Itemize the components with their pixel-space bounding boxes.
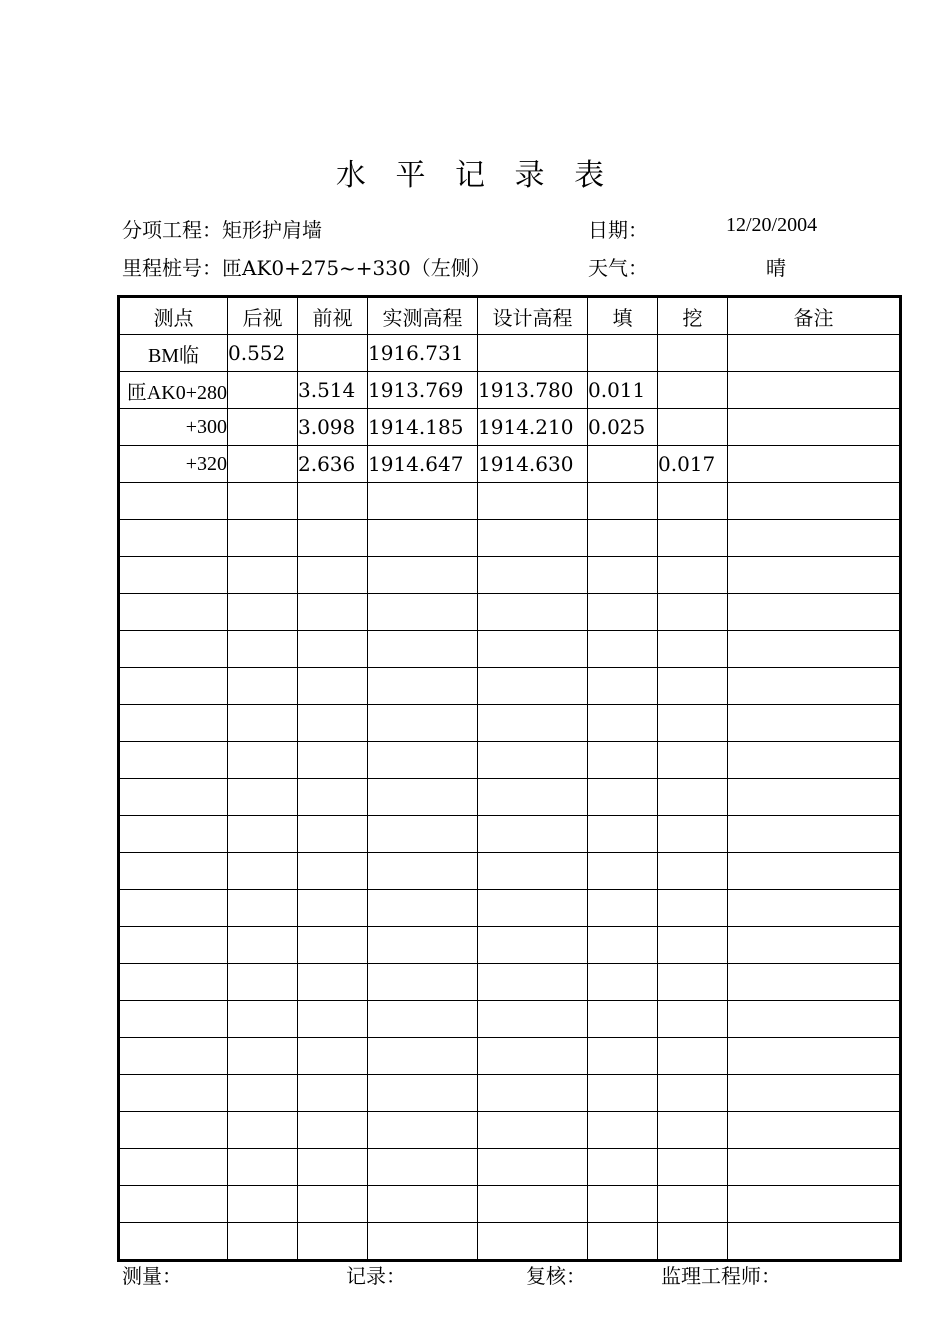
table-row xyxy=(119,446,901,483)
empty-cell xyxy=(658,594,728,631)
empty-cell xyxy=(368,779,478,816)
cell-measured-elevation: 1914.185 xyxy=(368,409,478,446)
empty-cell xyxy=(728,816,901,853)
empty-cell xyxy=(478,483,588,520)
empty-cell xyxy=(298,1038,368,1075)
empty-cell xyxy=(478,964,588,1001)
empty-cell xyxy=(588,1038,658,1075)
empty-cell xyxy=(728,1112,901,1149)
empty-cell xyxy=(478,1186,588,1223)
empty-cell xyxy=(658,1223,728,1261)
cell-foresight xyxy=(298,335,368,372)
empty-cell xyxy=(728,520,901,557)
empty-cell xyxy=(658,964,728,1001)
empty-cell xyxy=(298,1186,368,1223)
empty-cell xyxy=(119,779,228,816)
empty-cell xyxy=(478,779,588,816)
empty-cell xyxy=(658,1001,728,1038)
empty-cell xyxy=(478,1001,588,1038)
empty-cell xyxy=(728,1186,901,1223)
empty-cell xyxy=(228,557,298,594)
empty-cell xyxy=(368,1223,478,1261)
empty-cell xyxy=(119,557,228,594)
supervisor-label: 监理工程师： xyxy=(661,1264,781,1288)
empty-cell xyxy=(368,705,478,742)
empty-cell xyxy=(228,1075,298,1112)
table-row xyxy=(119,409,901,446)
empty-cell xyxy=(368,816,478,853)
empty-cell xyxy=(728,964,901,1001)
empty-table-row xyxy=(119,668,901,705)
empty-cell xyxy=(228,1223,298,1261)
empty-cell xyxy=(119,705,228,742)
date-label: 日期： xyxy=(588,218,648,242)
cell-backsight xyxy=(228,409,298,446)
empty-cell xyxy=(368,483,478,520)
empty-cell xyxy=(588,631,658,668)
empty-cell xyxy=(658,1038,728,1075)
empty-cell xyxy=(728,668,901,705)
header-row xyxy=(119,297,901,335)
header-fill: 填 xyxy=(588,297,658,335)
cell-design-elevation: 1914.630 xyxy=(478,446,588,483)
empty-cell xyxy=(658,742,728,779)
empty-cell xyxy=(298,631,368,668)
empty-table-row xyxy=(119,1075,901,1112)
empty-cell xyxy=(728,1075,901,1112)
cell-cut: 0.017 xyxy=(658,446,728,483)
cell-fill xyxy=(588,446,658,483)
empty-cell xyxy=(119,890,228,927)
cell-foresight: 3.514 xyxy=(298,372,368,409)
empty-table-row xyxy=(119,594,901,631)
table-body xyxy=(119,335,901,1261)
cell-design-elevation xyxy=(478,335,588,372)
empty-cell xyxy=(298,964,368,1001)
survey-label: 测量： xyxy=(122,1264,182,1288)
empty-cell xyxy=(119,1149,228,1186)
empty-cell xyxy=(368,742,478,779)
empty-cell xyxy=(728,742,901,779)
cell-measured-elevation: 1916.731 xyxy=(368,335,478,372)
empty-cell xyxy=(119,483,228,520)
empty-cell xyxy=(228,890,298,927)
empty-cell xyxy=(298,927,368,964)
empty-cell xyxy=(478,557,588,594)
cell-design-elevation: 1913.780 xyxy=(478,372,588,409)
cell-remarks xyxy=(728,372,901,409)
project-field xyxy=(122,214,322,243)
cell-foresight: 2.636 xyxy=(298,446,368,483)
empty-table-row xyxy=(119,1001,901,1038)
cell-backsight xyxy=(228,446,298,483)
empty-cell xyxy=(228,1038,298,1075)
empty-cell xyxy=(728,631,901,668)
empty-cell xyxy=(588,1149,658,1186)
page-title: 水 平 记 录 表 xyxy=(335,158,615,193)
cell-remarks xyxy=(728,409,901,446)
empty-cell xyxy=(228,705,298,742)
empty-cell xyxy=(728,1001,901,1038)
empty-cell xyxy=(478,927,588,964)
empty-cell xyxy=(228,853,298,890)
empty-cell xyxy=(298,520,368,557)
empty-cell xyxy=(478,668,588,705)
empty-cell xyxy=(368,557,478,594)
empty-cell xyxy=(228,1112,298,1149)
empty-cell xyxy=(228,1149,298,1186)
empty-cell xyxy=(298,890,368,927)
empty-cell xyxy=(368,890,478,927)
empty-cell xyxy=(298,779,368,816)
empty-cell xyxy=(478,853,588,890)
empty-cell xyxy=(298,853,368,890)
empty-cell xyxy=(658,1186,728,1223)
empty-cell xyxy=(368,1186,478,1223)
cell-station: BM临 xyxy=(119,335,228,372)
empty-cell xyxy=(119,1112,228,1149)
empty-cell xyxy=(478,742,588,779)
empty-cell xyxy=(728,557,901,594)
empty-cell xyxy=(298,705,368,742)
empty-cell xyxy=(728,594,901,631)
empty-cell xyxy=(478,1223,588,1261)
empty-cell xyxy=(298,742,368,779)
empty-table-row xyxy=(119,1186,901,1223)
station-field xyxy=(122,252,491,281)
empty-cell xyxy=(298,1075,368,1112)
level-record-table xyxy=(117,295,902,1262)
cell-fill xyxy=(588,335,658,372)
cell-station: +300 xyxy=(119,409,228,446)
empty-cell xyxy=(658,668,728,705)
empty-cell xyxy=(478,594,588,631)
empty-cell xyxy=(728,1223,901,1261)
empty-cell xyxy=(228,1001,298,1038)
cell-remarks xyxy=(728,446,901,483)
empty-cell xyxy=(119,927,228,964)
empty-cell xyxy=(119,594,228,631)
empty-cell xyxy=(588,668,658,705)
empty-cell xyxy=(368,927,478,964)
header-measured-elevation: 实测高程 xyxy=(368,297,478,335)
empty-cell xyxy=(588,520,658,557)
empty-cell xyxy=(658,631,728,668)
empty-cell xyxy=(368,1149,478,1186)
empty-cell xyxy=(478,631,588,668)
empty-cell xyxy=(658,1075,728,1112)
cell-backsight xyxy=(228,372,298,409)
empty-table-row xyxy=(119,483,901,520)
empty-cell xyxy=(368,631,478,668)
empty-cell xyxy=(228,964,298,1001)
empty-table-row xyxy=(119,1223,901,1261)
empty-cell xyxy=(588,594,658,631)
cell-remarks xyxy=(728,335,901,372)
record-label: 记录： xyxy=(346,1264,406,1288)
empty-cell xyxy=(588,1223,658,1261)
empty-cell xyxy=(588,705,658,742)
empty-cell xyxy=(728,1038,901,1075)
empty-cell xyxy=(368,668,478,705)
empty-cell xyxy=(119,1001,228,1038)
empty-cell xyxy=(728,483,901,520)
empty-cell xyxy=(478,1112,588,1149)
empty-cell xyxy=(658,816,728,853)
empty-table-row xyxy=(119,520,901,557)
empty-cell xyxy=(588,890,658,927)
cell-design-elevation: 1914.210 xyxy=(478,409,588,446)
empty-cell xyxy=(228,594,298,631)
project-label: 分项工程： xyxy=(122,218,222,242)
header-backsight: 后视 xyxy=(228,297,298,335)
empty-table-row xyxy=(119,779,901,816)
empty-cell xyxy=(119,853,228,890)
cell-measured-elevation: 1913.769 xyxy=(368,372,478,409)
empty-cell xyxy=(368,1112,478,1149)
empty-cell xyxy=(368,520,478,557)
empty-cell xyxy=(588,483,658,520)
cell-fill: 0.025 xyxy=(588,409,658,446)
empty-cell xyxy=(588,964,658,1001)
station-value: 匝AK0+275~+330（左侧） xyxy=(222,256,491,280)
empty-cell xyxy=(478,1149,588,1186)
empty-cell xyxy=(728,927,901,964)
empty-table-row xyxy=(119,1149,901,1186)
cell-backsight: 0.552 xyxy=(228,335,298,372)
empty-cell xyxy=(588,1186,658,1223)
empty-cell xyxy=(298,1149,368,1186)
empty-cell xyxy=(368,1075,478,1112)
empty-cell xyxy=(119,1223,228,1261)
header-station: 测点 xyxy=(119,297,228,335)
empty-cell xyxy=(298,594,368,631)
cell-station: 匝AK0+280 xyxy=(119,372,228,409)
cell-cut xyxy=(658,335,728,372)
empty-cell xyxy=(728,853,901,890)
empty-cell xyxy=(368,853,478,890)
empty-cell xyxy=(228,668,298,705)
empty-cell xyxy=(228,779,298,816)
cell-cut xyxy=(658,372,728,409)
empty-cell xyxy=(588,853,658,890)
empty-cell xyxy=(228,1186,298,1223)
empty-cell xyxy=(588,557,658,594)
empty-table-row xyxy=(119,631,901,668)
empty-cell xyxy=(119,1075,228,1112)
empty-table-row xyxy=(119,890,901,927)
empty-cell xyxy=(658,853,728,890)
empty-cell xyxy=(588,1075,658,1112)
empty-cell xyxy=(588,816,658,853)
station-label: 里程桩号： xyxy=(122,256,222,280)
empty-cell xyxy=(588,927,658,964)
empty-cell xyxy=(228,631,298,668)
empty-cell xyxy=(368,964,478,1001)
empty-cell xyxy=(478,816,588,853)
empty-table-row xyxy=(119,816,901,853)
empty-cell xyxy=(588,779,658,816)
empty-table-row xyxy=(119,1112,901,1149)
weather-label: 天气： xyxy=(588,256,648,280)
empty-cell xyxy=(478,1075,588,1112)
empty-cell xyxy=(658,520,728,557)
review-label: 复核： xyxy=(526,1264,586,1288)
empty-cell xyxy=(728,1149,901,1186)
cell-foresight: 3.098 xyxy=(298,409,368,446)
empty-cell xyxy=(228,520,298,557)
empty-cell xyxy=(228,816,298,853)
empty-cell xyxy=(298,1112,368,1149)
empty-cell xyxy=(658,1112,728,1149)
empty-cell xyxy=(728,890,901,927)
empty-table-row xyxy=(119,853,901,890)
empty-cell xyxy=(119,520,228,557)
project-value: 矩形护肩墙 xyxy=(222,218,322,242)
cell-measured-elevation: 1914.647 xyxy=(368,446,478,483)
empty-cell xyxy=(119,1038,228,1075)
empty-cell xyxy=(368,594,478,631)
empty-cell xyxy=(298,816,368,853)
empty-cell xyxy=(478,520,588,557)
cell-cut xyxy=(658,409,728,446)
empty-cell xyxy=(658,483,728,520)
empty-cell xyxy=(298,1001,368,1038)
empty-cell xyxy=(728,705,901,742)
empty-cell xyxy=(478,890,588,927)
empty-table-row xyxy=(119,964,901,1001)
empty-cell xyxy=(119,816,228,853)
empty-cell xyxy=(368,1038,478,1075)
empty-cell xyxy=(298,483,368,520)
weather-value: 晴 xyxy=(766,256,786,280)
empty-cell xyxy=(588,1001,658,1038)
empty-cell xyxy=(658,927,728,964)
empty-table-row xyxy=(119,742,901,779)
empty-cell xyxy=(728,779,901,816)
header-cut: 挖 xyxy=(658,297,728,335)
table-row xyxy=(119,372,901,409)
empty-cell xyxy=(658,557,728,594)
empty-table-row xyxy=(119,1038,901,1075)
empty-cell xyxy=(298,1223,368,1261)
date-value: 12/20/2004 xyxy=(726,214,818,236)
empty-table-row xyxy=(119,557,901,594)
empty-cell xyxy=(228,483,298,520)
empty-cell xyxy=(119,631,228,668)
header-design-elevation: 设计高程 xyxy=(478,297,588,335)
empty-cell xyxy=(588,1112,658,1149)
cell-fill: 0.011 xyxy=(588,372,658,409)
empty-cell xyxy=(119,668,228,705)
empty-cell xyxy=(119,964,228,1001)
empty-cell xyxy=(119,742,228,779)
empty-cell xyxy=(658,1149,728,1186)
empty-cell xyxy=(588,742,658,779)
empty-cell xyxy=(658,890,728,927)
empty-cell xyxy=(119,1186,228,1223)
empty-cell xyxy=(298,668,368,705)
empty-cell xyxy=(298,557,368,594)
empty-cell xyxy=(658,779,728,816)
header-remarks: 备注 xyxy=(728,297,901,335)
header-foresight: 前视 xyxy=(298,297,368,335)
empty-table-row xyxy=(119,705,901,742)
empty-cell xyxy=(478,1038,588,1075)
table-row xyxy=(119,335,901,372)
empty-cell xyxy=(478,705,588,742)
cell-station: +320 xyxy=(119,446,228,483)
empty-table-row xyxy=(119,927,901,964)
empty-cell xyxy=(228,742,298,779)
empty-cell xyxy=(228,927,298,964)
empty-cell xyxy=(368,1001,478,1038)
empty-cell xyxy=(658,705,728,742)
